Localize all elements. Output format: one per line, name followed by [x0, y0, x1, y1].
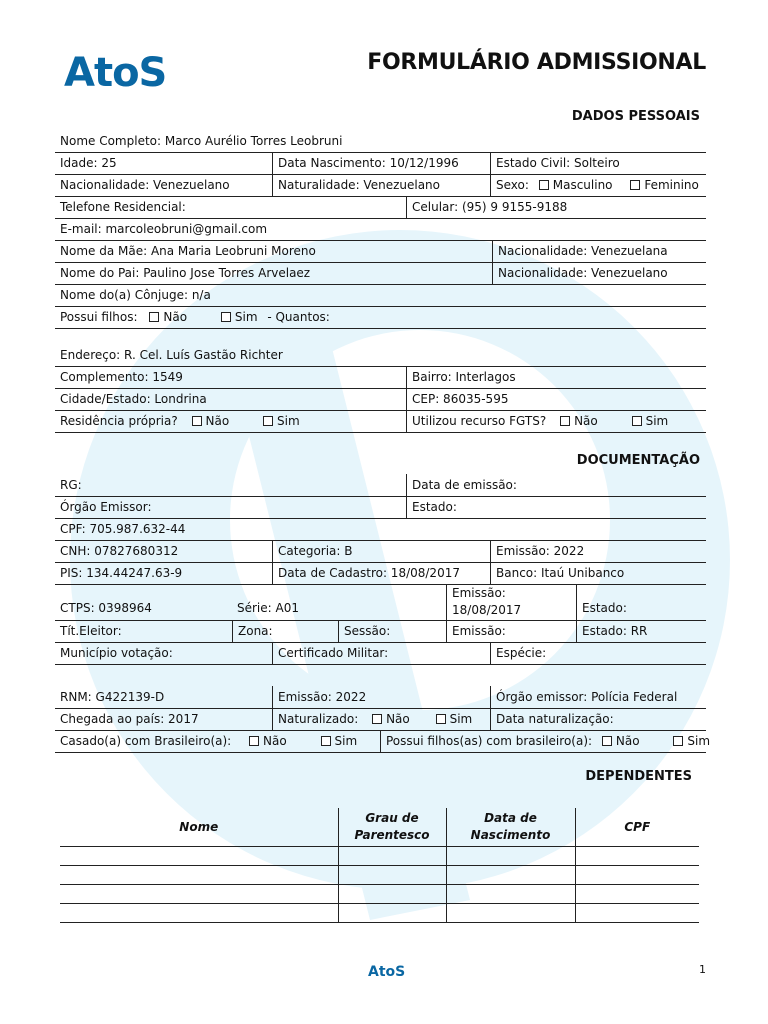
- dependent-birth-cell[interactable]: [446, 904, 575, 923]
- ctps-series-field[interactable]: Série: A01: [237, 601, 299, 615]
- row-email: [55, 218, 706, 241]
- row-married-children-br: [55, 730, 711, 753]
- ctps-state-field[interactable]: Estado:: [576, 584, 627, 620]
- section-documentation: DOCUMENTAÇÃO: [576, 453, 700, 468]
- dependents-header-row: [60, 808, 699, 847]
- register-date-field[interactable]: Data de Cadastro: 18/08/2017: [272, 562, 490, 584]
- row-address: [55, 344, 706, 367]
- nationality-field[interactable]: Nacionalidade: Venezuelano: [60, 178, 230, 192]
- fgts-no-label: Não: [574, 414, 598, 428]
- mobile-field[interactable]: Celular: (95) 9 9155-9188: [406, 196, 567, 218]
- full-name-field[interactable]: Nome Completo: Marco Aurélio Torres Leobruni: [60, 134, 343, 148]
- row-complement: [55, 366, 706, 389]
- dependent-cpf-cell[interactable]: [575, 885, 699, 904]
- dependent-name-cell[interactable]: [60, 847, 338, 866]
- row-children: [55, 306, 706, 329]
- address-field[interactable]: Endereço: R. Cel. Luís Gastão Richter: [60, 348, 283, 362]
- ctps-issue-field[interactable]: [446, 584, 576, 620]
- dependent-relationship-cell[interactable]: [338, 904, 446, 923]
- cnh-field[interactable]: CNH: 07827680312: [60, 544, 179, 558]
- mother-name-field[interactable]: Nome da Mãe: Ana Maria Leobruni Moreno: [60, 244, 316, 258]
- father-nationality-field[interactable]: Nacionalidade: Venezuelano: [492, 262, 668, 284]
- children-no-checkbox[interactable]: [149, 312, 159, 322]
- sex-label: Sexo:: [496, 178, 529, 192]
- species-field[interactable]: Espécie:: [490, 642, 546, 664]
- bank-field[interactable]: Banco: Itaú Unibanco: [490, 562, 624, 584]
- dependent-cpf-cell[interactable]: [575, 904, 699, 923]
- married-br-no-label: Não: [263, 734, 287, 748]
- fgts-yes-label: Sim: [645, 414, 669, 428]
- row-residence-fgts: [55, 410, 706, 433]
- row-full-name: [55, 130, 706, 153]
- naturalization-date-field[interactable]: Data naturalização:: [490, 708, 614, 730]
- dependent-relationship-cell[interactable]: [338, 866, 446, 885]
- voter-id-field[interactable]: Tít.Eleitor:: [60, 624, 122, 638]
- naturality-field[interactable]: Naturalidade: Venezuelano: [272, 174, 490, 196]
- children-label: Possui filhos:: [60, 310, 138, 324]
- row-vote-city: [55, 642, 706, 665]
- row-cpf: [55, 518, 706, 541]
- children-field: [55, 306, 330, 328]
- rg-issue-date-field[interactable]: Data de emissão:: [406, 474, 517, 496]
- fgts-yes-checkbox[interactable]: [632, 416, 642, 426]
- children-count-field[interactable]: - Quantos:: [267, 310, 330, 324]
- voter-zone-field[interactable]: Zona:: [232, 620, 338, 642]
- header-cpf: CPF: [575, 808, 699, 847]
- married-br-no-checkbox[interactable]: [249, 736, 259, 746]
- rg-field[interactable]: RG:: [60, 478, 82, 492]
- email-field[interactable]: E-mail: marcoleobruni@gmail.com: [60, 222, 268, 236]
- own-residence-yes-checkbox[interactable]: [263, 416, 273, 426]
- children-br-field: [380, 730, 710, 752]
- naturalized-no-label: Não: [386, 712, 410, 726]
- header-relationship: Grau de Parentesco: [338, 808, 446, 847]
- row-age-birth-marital: [55, 152, 706, 175]
- married-br-yes-checkbox[interactable]: [321, 736, 331, 746]
- form-title: FORMULÁRIO ADMISSIONAL: [367, 50, 706, 75]
- table-row: [60, 847, 699, 866]
- issuer-field[interactable]: Órgão Emissor:: [60, 500, 152, 514]
- header-name: Nome: [60, 808, 338, 847]
- voter-session-field[interactable]: Sessão:: [338, 620, 446, 642]
- district-field[interactable]: Bairro: Interlagos: [406, 366, 516, 388]
- sex-male-checkbox[interactable]: [539, 180, 549, 190]
- dependent-cpf-cell[interactable]: [575, 847, 699, 866]
- home-phone-field[interactable]: Telefone Residencial:: [60, 200, 186, 214]
- dependent-birth-cell[interactable]: [446, 885, 575, 904]
- row-pis: [55, 562, 706, 585]
- row-mother: [55, 240, 706, 263]
- cpf-field[interactable]: CPF: 705.987.632-44: [60, 522, 186, 536]
- naturalized-yes-checkbox[interactable]: [436, 714, 446, 724]
- children-br-no-label: Não: [615, 734, 640, 748]
- married-br-label: Casado(a) com Brasileiro(a):: [60, 734, 232, 748]
- cnh-issue-field[interactable]: Emissão: 2022: [490, 540, 584, 562]
- sex-female-checkbox[interactable]: [630, 180, 640, 190]
- dependent-name-cell[interactable]: [60, 904, 338, 923]
- married-br-field: [55, 730, 380, 752]
- rnm-issue-field[interactable]: Emissão: 2022: [272, 686, 490, 708]
- row-cnh: [55, 540, 706, 563]
- row-spouse: [55, 284, 706, 307]
- marital-status-field[interactable]: Estado Civil: Solteiro: [490, 152, 620, 174]
- married-br-yes-label: Sim: [334, 734, 358, 748]
- ctps-issue-label: Emissão:: [452, 586, 506, 600]
- own-residence-field: [55, 410, 406, 432]
- dependent-relationship-cell[interactable]: [338, 847, 446, 866]
- rnm-field[interactable]: RNM: G422139-D: [60, 690, 165, 704]
- fgts-field: [406, 410, 668, 432]
- row-city: [55, 388, 706, 411]
- row-father: [55, 262, 706, 285]
- voter-state-field[interactable]: Estado: RR: [576, 620, 647, 642]
- sex-female-label: Feminino: [644, 178, 699, 192]
- header-birth-date: Data de Nascimento: [446, 808, 575, 847]
- row-phones: [55, 196, 706, 219]
- vote-city-field[interactable]: Município votação:: [60, 646, 173, 660]
- table-row: [60, 904, 699, 923]
- row-rg: [55, 474, 706, 497]
- ctps-field[interactable]: CTPS: 0398964: [60, 601, 152, 615]
- children-yes-label: Sim: [234, 310, 258, 324]
- sex-male-label: Masculino: [552, 178, 613, 192]
- sex-field: [490, 174, 699, 196]
- rg-state-field[interactable]: Estado:: [406, 496, 457, 518]
- children-br-yes-label: Sim: [687, 734, 711, 748]
- zip-field[interactable]: CEP: 86035-595: [406, 388, 508, 410]
- mother-nationality-field[interactable]: Nacionalidade: Venezuelana: [492, 240, 668, 262]
- rnm-issuer-field[interactable]: Órgão emissor: Polícia Federal: [490, 686, 677, 708]
- military-cert-field[interactable]: Certificado Militar:: [272, 642, 490, 664]
- own-residence-label: Residência própria?: [60, 414, 178, 428]
- cnh-category-field[interactable]: Categoria: B: [272, 540, 490, 562]
- children-br-label: Possui filhos(as) com brasileiro(a):: [386, 734, 593, 748]
- fgts-label: Utilizou recurso FGTS?: [412, 414, 547, 428]
- row-ctps: [55, 584, 706, 621]
- pis-field[interactable]: PIS: 134.44247.63-9: [60, 566, 183, 580]
- birth-date-field[interactable]: Data Nascimento: 10/12/1996: [272, 152, 490, 174]
- table-row: [60, 866, 699, 885]
- dependents-table: [60, 808, 699, 923]
- naturalized-no-checkbox[interactable]: [372, 714, 382, 724]
- row-nationality-sex: [55, 174, 706, 197]
- footer-atos-logo: AtoS: [368, 964, 406, 980]
- voter-issue-field[interactable]: Emissão:: [446, 620, 576, 642]
- row-rnm: [55, 686, 706, 709]
- ctps-issue-date: 18/08/2017: [452, 603, 522, 617]
- own-residence-no-label: Não: [205, 414, 230, 428]
- children-no-label: Não: [163, 310, 188, 324]
- naturalized-field: [272, 708, 490, 730]
- complement-field[interactable]: Complemento: 1549: [60, 370, 183, 384]
- dependent-name-cell[interactable]: [60, 866, 338, 885]
- own-residence-no-checkbox[interactable]: [192, 416, 202, 426]
- dependent-relationship-cell[interactable]: [338, 885, 446, 904]
- children-yes-checkbox[interactable]: [221, 312, 231, 322]
- row-arrival: [55, 708, 706, 731]
- table-row: [60, 885, 699, 904]
- row-voter: [55, 620, 706, 643]
- dependent-birth-cell[interactable]: [446, 847, 575, 866]
- dependent-birth-cell[interactable]: [446, 866, 575, 885]
- row-issuer: [55, 496, 706, 519]
- own-residence-yes-label: Sim: [277, 414, 300, 428]
- dependent-name-cell[interactable]: [60, 885, 338, 904]
- children-br-yes-checkbox[interactable]: [673, 736, 683, 746]
- age-field[interactable]: Idade: 25: [60, 156, 117, 170]
- section-dependents: DEPENDENTES: [585, 769, 692, 784]
- city-state-field[interactable]: Cidade/Estado: Londrina: [60, 392, 207, 406]
- fgts-no-checkbox[interactable]: [560, 416, 570, 426]
- section-personal-data: DADOS PESSOAIS: [571, 109, 700, 124]
- arrival-field[interactable]: Chegada ao país: 2017: [60, 712, 199, 726]
- naturalized-label: Naturalizado:: [278, 712, 359, 726]
- naturalized-yes-label: Sim: [449, 712, 473, 726]
- children-br-no-checkbox[interactable]: [602, 736, 612, 746]
- father-name-field[interactable]: Nome do Pai: Paulino Jose Torres Arvelaez: [60, 266, 311, 280]
- dependent-cpf-cell[interactable]: [575, 866, 699, 885]
- page-number: 1: [699, 963, 706, 976]
- spouse-field[interactable]: Nome do(a) Cônjuge: n/a: [60, 288, 211, 302]
- atos-logo: AtoS: [64, 50, 167, 96]
